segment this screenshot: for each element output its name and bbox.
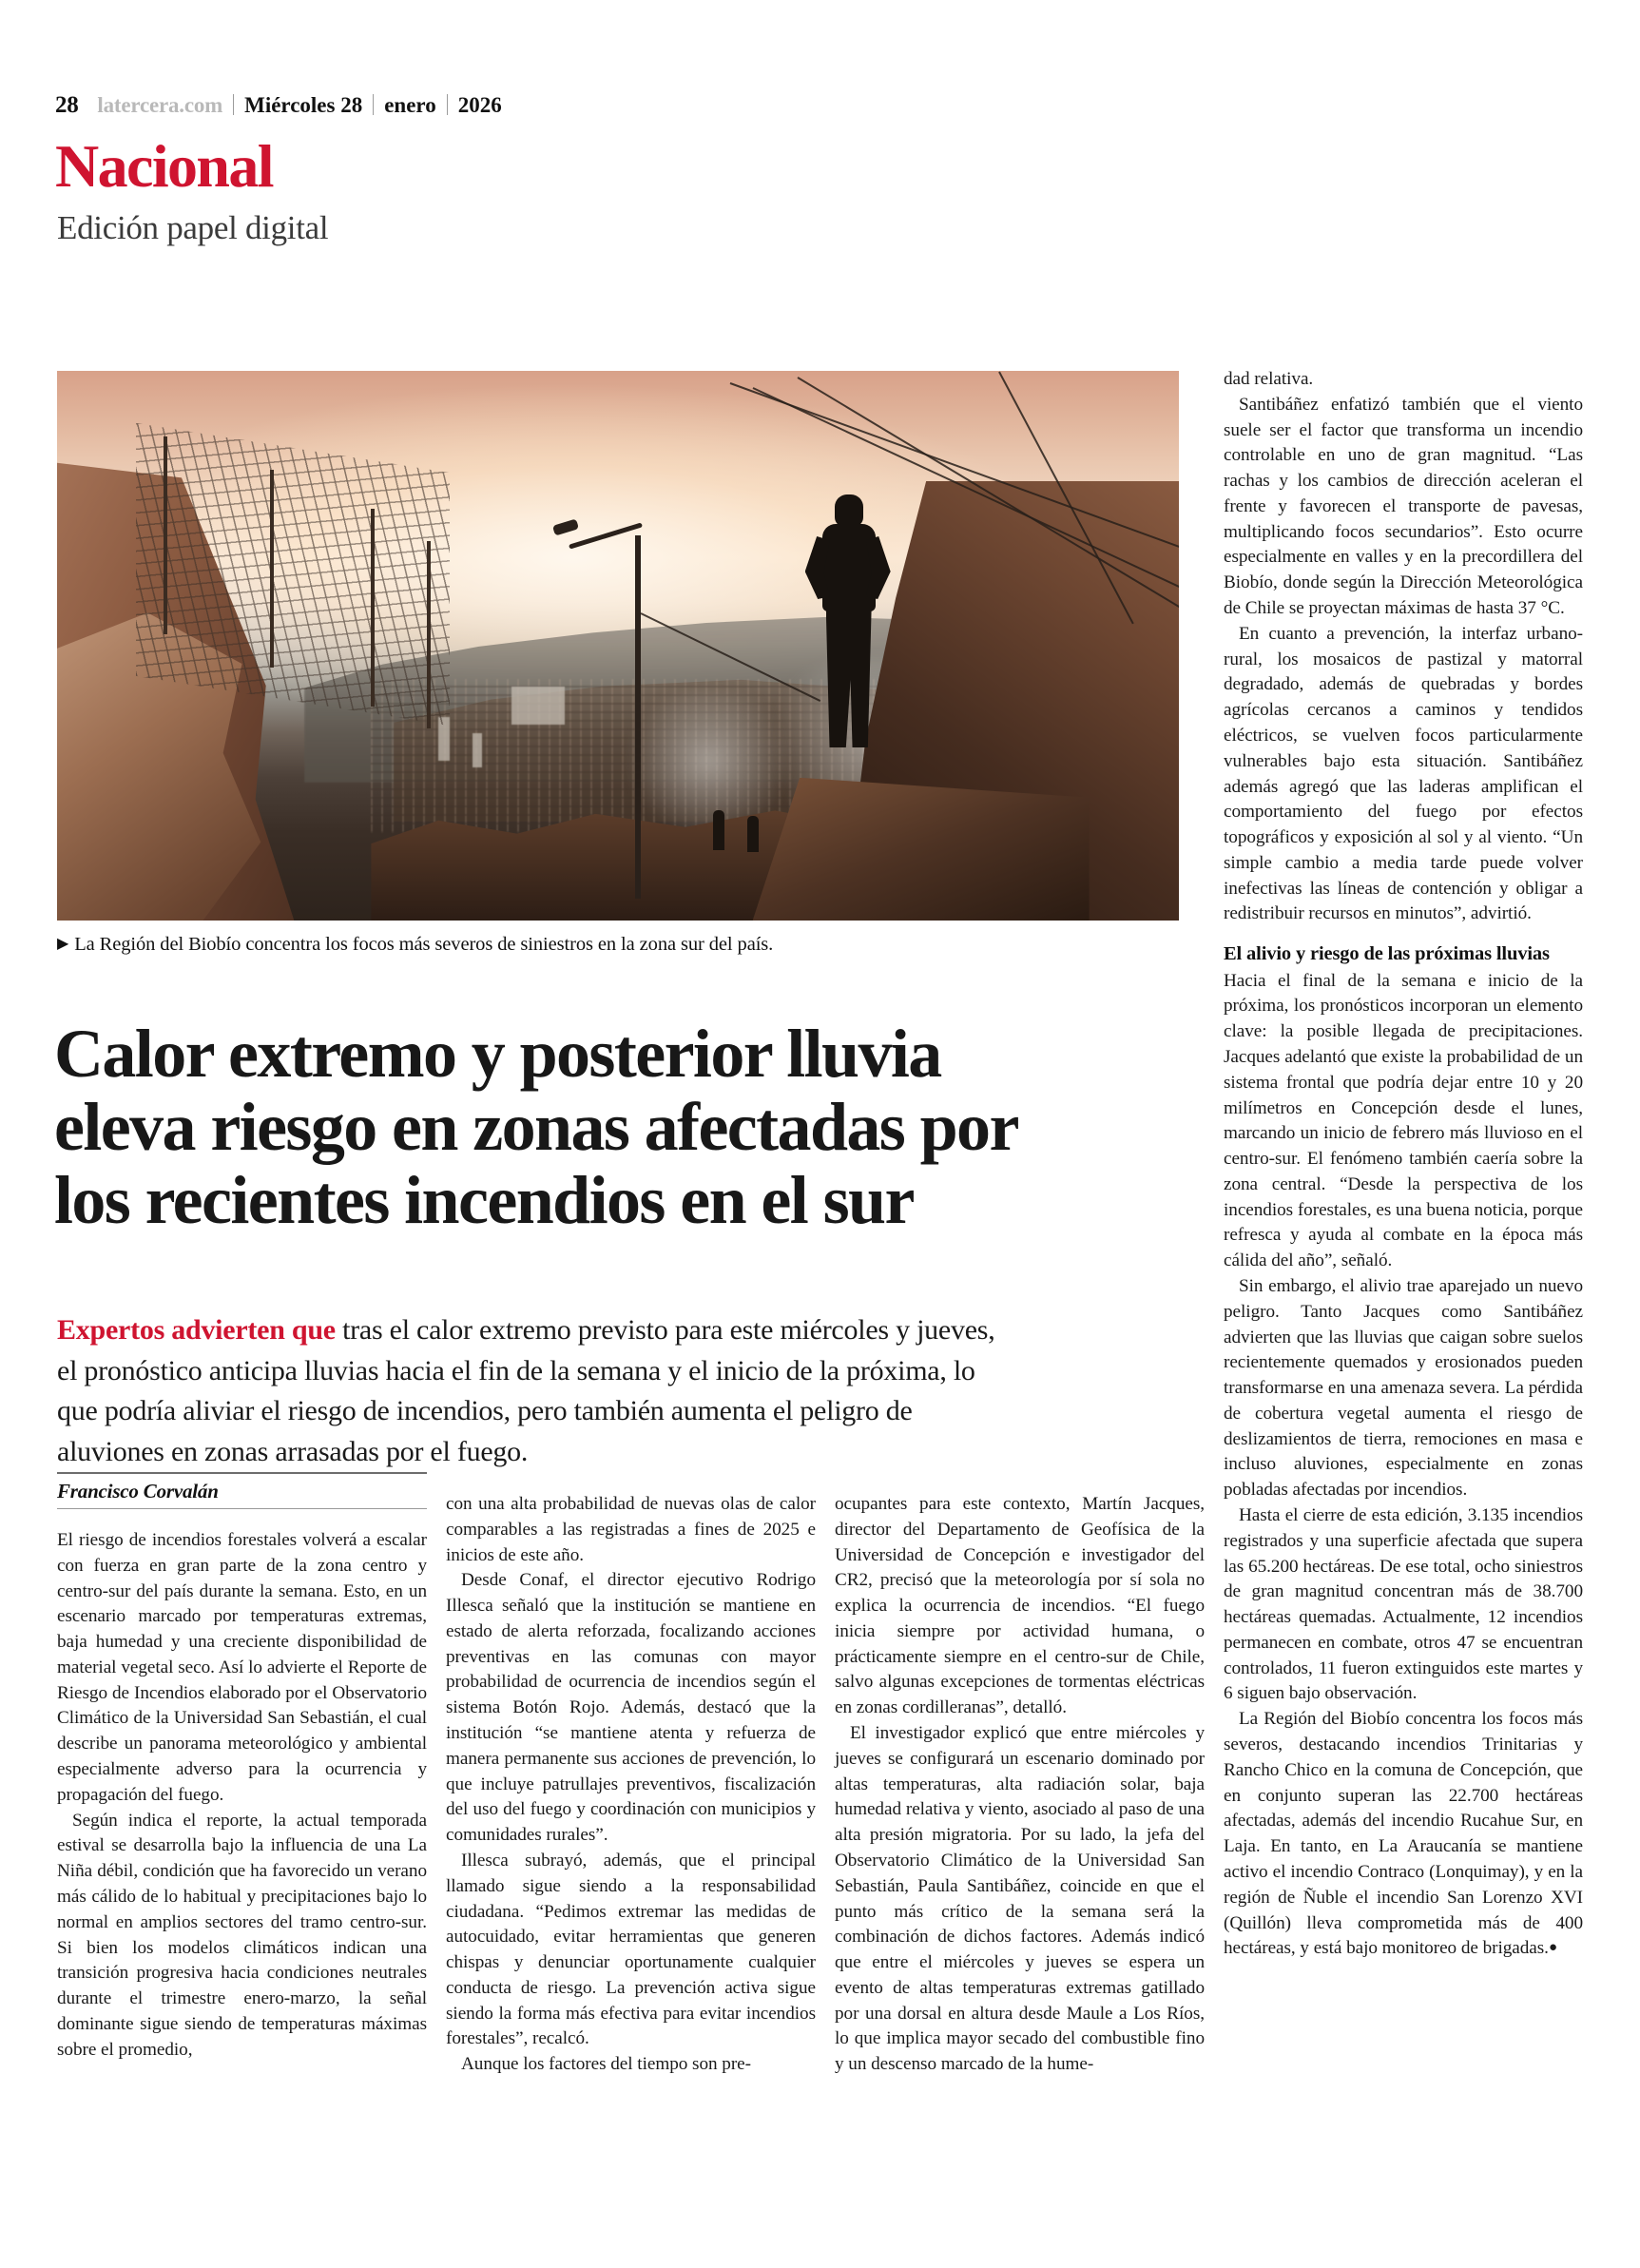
photo-distant-person-1 [713,810,724,850]
paragraph: Aunque los factores del tiempo son pre- [461,2054,751,2075]
masthead-weekday: Miércoles 28 [244,93,363,117]
article-headline: Calor extremo y posterior lluvia eleva riesgo en zonas afectadas por los recientes incendios en el sur [54,1016,1017,1239]
lead-text: tras el calor extremo previsto para este miércoles y jueves, el pronóstico anticipa lluvias hacia el fin de la semana y el inicio de la próxima, lo que podría aliviar el riesgo de incendios, pero también aumenta el peligro de aluviones en zonas arrasadas por el fuego. [57,1314,995,1467]
paragraph: dad relativa. [1224,369,1314,389]
photo-street-lamp-head [552,518,579,535]
photo-distant-person-2 [747,816,759,852]
paragraph: El riesgo de incendios forestales volverá a escalar con fuerza en gran parte de la zona centro y centro-sur del país durante la semana. Esto, en un escenario marcado por temperaturas extremas, baja humedad y una creciente disponibilidad de material vegetal seco. Así lo advierte el Reporte de Riesgo de Incendios elaborado por el Observatorio Climático de la Universidad San Sebastián, el cual describe un panorama meteorológico y ambiental especialmente adverso para la ocurrencia y propagación del fuego. [57,1530,427,1805]
photo-street-lamp-arm [569,522,643,549]
section-subtitle: Edición papel digital [57,209,329,246]
byline-block [57,1472,427,1509]
paragraph: Según indica el reporte, la actual temporada estival se desarrolla bajo la influencia de una La Niña débil, condición que ha favorecido un verano más cálido de lo habitual y precipitaciones bajo lo normal en amplios sectores del tramo centro-sur. Si bien los modelos climáticos indican una transición progresiva hacia condiciones neutrales durante el trimestre enero-marzo, la señal dominante sigue siendo de temperaturas máximas sobre el promedio, [57,1810,427,2060]
photo-street-lamp-pole [635,535,641,898]
byline-rule-bottom [57,1508,427,1509]
paragraph: Hacia el final de la semana e inicio de la próxima, los pronósticos incorporan un elemento clave: la posible llegada de precipitaciones. Jacques adelantó que existe la probabilidad de un sistema frontal que podría dejar entre 10 y 20 milímetros en Concepción desde el lunes, marcando un inicio de febrero más lluvioso en el centro-sur. El fenómeno también caería sobre la zona central. “Desde la perspectiva de los incendios forestales, es una buena noticia, porque refresca y ayuda al combate en la época más cálida del año”, señaló. [1224,970,1583,1271]
paragraph: ocupantes para este contexto, Martín Jacques, director del Departamento de Geofísica de la Universidad de Concepción e investigador del CR2, precisó que la meteorología por sí sola no explica la ocurrencia de incendios. “El fuego inicia siempre por actividad humana, o prácticamente siempre en el centro-sur de Chile, salvo algunas excepciones de tormentas eléctricas en zonas cordilleranas”, detalló. [835,1494,1205,1718]
caption-marker-icon: ▶ [57,936,69,952]
photo-background [57,371,1179,921]
paragraph: Hasta el cierre de esta edición, 3.135 incendios registrados y una superficie afectada que supera las 65.200 hectáreas. De ese total, ocho siniestros de gran magnitud concentran más de 38.700 hectáreas quemadas. Actualmente, 12 incendios permanecen en combate, otros 47 se encuentran controlados, 11 fueron extinguidos este martes y 6 siguen bajo observación. [1224,1505,1583,1704]
masthead-divider-2 [373,94,374,115]
body-column-1 [57,1528,427,2063]
photo-fence-post-1 [164,436,167,634]
silhouette-legs [826,607,872,747]
photo-building-1 [511,687,565,725]
lead-kicker: Expertos advierten que [57,1314,336,1346]
silhouette-torso [822,524,876,611]
masthead-divider-3 [447,94,448,115]
caption-text: La Región del Biobío concentra los focos más severos de siniestros en la zona sur del país. [74,934,774,955]
paragraph: Santibáñez enfatizó también que el viento suele ser el factor que transforma un incendio controlable en uno de gran magnitud. “Las rachas y los cambios de dirección aceleran el frente y favorecen el transporte de pavesas, multiplicando focos secundarios”. Esto ocurre especialmente en valles y en la precordillera del Biobío, donde según la Dirección Meteorológica de Chile se proyectan máximas de hasta 37 °C. [1224,394,1583,619]
page-number: 28 [55,92,79,118]
section-title: Nacional [55,132,273,200]
article-lead [57,1310,998,1472]
masthead [55,91,502,119]
body-column-3 [835,1492,1205,2078]
photo-fence-post-2 [270,470,274,668]
site-url: latercera.com [97,93,223,117]
photo-caption [57,934,1179,956]
photo-building-3 [473,733,482,767]
masthead-divider-1 [233,94,234,115]
body-column-4 [1224,367,1583,1962]
body-column-2 [446,1492,816,2078]
end-mark-icon: ● [1548,1940,1557,1956]
silhouette-head [835,494,863,527]
article-byline: Francisco Corvalán [57,1480,219,1502]
paragraph: Sin embargo, el alivio trae aparejado un nuevo peligro. Tanto Jacques como Santibáñez advierten que las lluvias que caigan sobre suelos recientemente quemados y erosionados pueden transformarse en una amenaza severa. La pérdida de cobertura vegetal aumenta el riesgo de deslizamientos de tierra, remociones en masa e incluso aluviones, especialmente en zonas pobladas afectadas por incendios. [1224,1275,1583,1501]
photo-person-silhouette [803,494,891,857]
masthead-month: enero [384,93,436,117]
masthead-year: 2026 [457,93,502,117]
paragraph: Illesca subrayó, además, que el principal llamado sigue siendo a la responsabilidad ciudadana. “Pedimos extremar las medidas de autocuidado, evitar herramientas que generen chispas y denunciar oportunamente cualquier conducta de riesgo. La prevención activa sigue siendo la forma más efectiva para evitar incendios forestales”, recalcó. [446,1850,816,2049]
paragraph-text: La Región del Biobío concentra los focos más severos, destacando incendios Trinitarias y Rancho Chico en la comuna de Concepción, que en conjunto superan las 22.700 hectáreas afectadas, además del incendio Rucahue Sur, en Laja. En tanto, en La Araucanía se mantiene activo el incendio Contraco (Lonquimay), y en la región de Ñuble el incendio San Lorenzo XVI (Quillón) lleva comprometida más de 400 hectáreas, y está bajo monitoreo de brigadas. [1224,1709,1583,1959]
section-subheading-lluvias: El alivio y riesgo de las próximas lluvias [1224,943,1550,965]
paragraph: con una alta probabilidad de nuevas olas de calor comparables a las registradas a fines de 2025 e inicios de este año. [446,1494,816,1565]
photo-fence-post-4 [427,541,431,728]
photo-fence-post-3 [371,509,375,707]
paragraph-last [1224,1707,1583,1962]
paragraph: Desde Conaf, el director ejecutivo Rodrigo Illesca señaló que la institución se mantiene en estado de alerta reforzada, focalizando acciones preventivas en las comunas con mayor probabilidad de ocurrencia de incendios según el sistema Botón Rojo. Además, destacó que la institución “se mantiene atenta y refuerza de manera permanente sus acciones de prevención, lo que incluye patrullajes preventivos, fiscalización del uso del fuego y coordinación con municipios y comunidades rurales”. [446,1570,816,1846]
paragraph: El investigador explicó que entre miércoles y jueves se configurará un escenario dominado por altas temperaturas, alta radiación solar, baja humedad relativa y viento, asociado al paso de una alta presión migratoria. Por su lado, la jefa del Observatorio Climático de la Universidad San Sebastián, Paula Santibáñez, coincide en que el punto más crítico de la semana será la combinación de dichos factores. Además indicó que entre el miércoles y jueves se espera un evento de altas temperaturas extremas gatillado por una dorsal en altura desde Maule a Los Ríos, lo que implica mayor secado del combustible fino y un descenso marcado de la hume- [835,1723,1205,2075]
article-photo [57,371,1179,921]
photo-wire-fence [136,423,450,726]
paragraph: En cuanto a prevención, la interfaz urbano-rural, los mosaicos de pastizal y matorral degradado, además de quebradas y bordes agrícolas cercanos a caminos y tendidos eléctricos, se vuelven focos particularmente vulnerables bajo esta situación. Santibáñez además agregó que las laderas amplifican el comportamiento del fuego por efectos topográficos y exposición al sol y al viento. “Un simple cambio a media tarde puede volver inefectivas las líneas de contención y obligar a redistribuir recursos en minutos”, advirtió. [1224,623,1583,924]
